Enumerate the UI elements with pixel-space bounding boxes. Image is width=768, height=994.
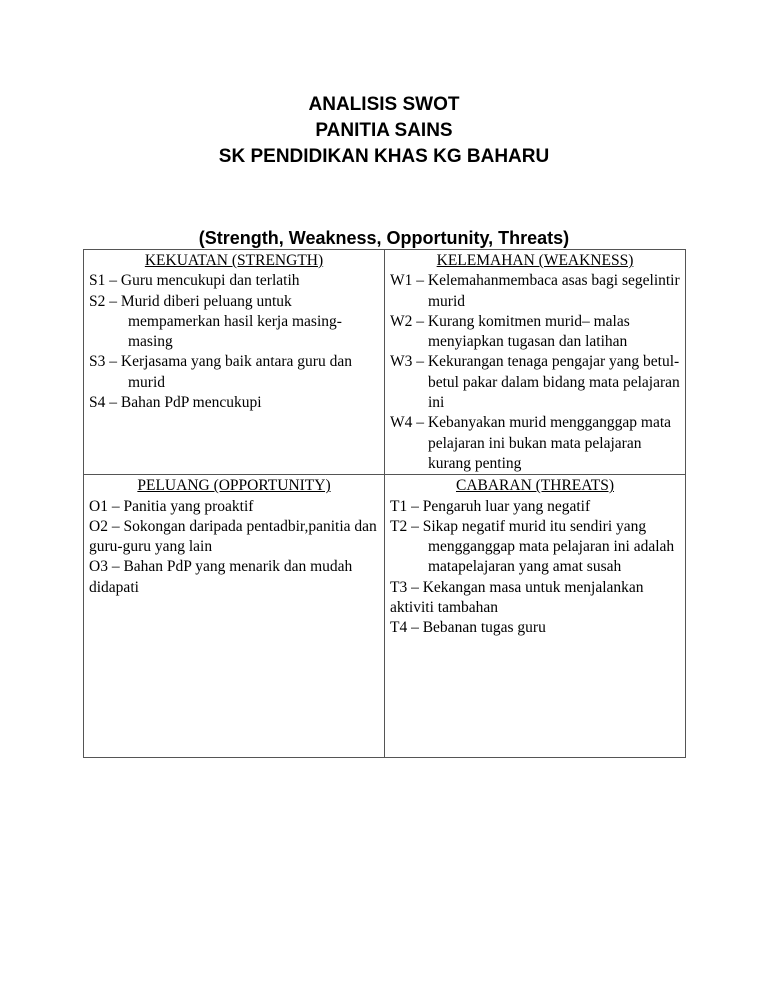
opportunity-item: O2 – Sokongan daripada pentadbir,panitia dan guru-guru yang lain (89, 517, 377, 556)
weakness-item: W1 – Kelemahanmembaca asas bagi segelintir murid (390, 272, 680, 310)
threats-item: T4 – Bebanan tugas guru (390, 619, 546, 637)
swot-row-top (84, 250, 686, 475)
threats-item: T3 – Kekangan masa untuk menjalankan aktiviti tambahan (390, 578, 644, 617)
weakness-item: W3 – Kekurangan tenaga pengajar yang betul-betul pakar dalam bidang mata pelajaran ini (390, 353, 680, 412)
strength-cell (84, 250, 385, 475)
threats-item: T2 – Sikap negatif murid itu sendiri yang mengganggap mata pelajaran ini adalah matapelajaran yang amat susah (390, 517, 675, 576)
weakness-cell (385, 250, 686, 475)
title-line-2: PANITIA SAINS (315, 120, 453, 141)
document-subtitle: (Strength, Weakness, Opportunity, Threats) (198, 228, 570, 248)
weakness-item: W2 – Kurang komitmen murid– malas menyiapkan tugasan dan latihan (390, 312, 630, 351)
strength-item: S1 – Guru mencukupi dan terlatih (89, 272, 300, 290)
strength-item: S2 – Murid diberi peluang untuk mempamerkan hasil kerja masing-masing (89, 292, 342, 351)
swot-table (83, 249, 686, 758)
swot-row-bottom (84, 475, 686, 758)
threats-heading: CABARAN (THREATS) (455, 477, 615, 495)
opportunity-cell (84, 475, 385, 758)
weakness-heading: KELEMAHAN (WEAKNESS) (436, 252, 634, 269)
title-line-1: ANALISIS SWOT (308, 94, 460, 115)
opportunity-heading: PELUANG (OPPORTUNITY) (137, 477, 331, 495)
opportunity-item: O1 – Panitia yang proaktif (89, 497, 254, 515)
threats-cell (385, 475, 686, 758)
strength-heading: KEKUATAN (STRENGTH) (144, 252, 324, 269)
title-line-3: SK PENDIDIKAN KHAS KG BAHARU (218, 146, 550, 167)
weakness-item: W4 – Kebanyakan murid mengganggap mata pelajaran ini bukan mata pelajaran kurang penting (390, 414, 672, 472)
strength-item: S4 – Bahan PdP mencukupi (89, 394, 262, 412)
document-title (0, 92, 768, 170)
strength-item: S3 – Kerjasama yang baik antara guru dan murid (89, 353, 352, 391)
opportunity-item: O3 – Bahan PdP yang menarik dan mudah didapati (89, 558, 353, 596)
threats-item: T1 – Pengaruh luar yang negatif (390, 497, 591, 515)
